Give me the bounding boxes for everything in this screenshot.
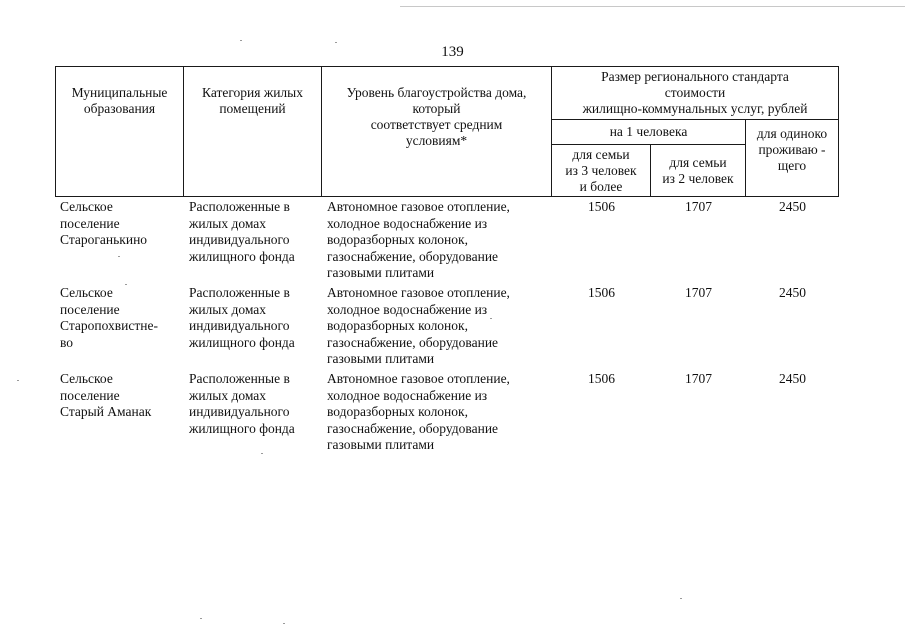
header-single: для одиноко проживаю - щего xyxy=(745,119,839,197)
table-row xyxy=(55,285,839,369)
scan-speck xyxy=(240,40,242,41)
row-category: Расположенные в жилых домах индивидуального жилищного фонда xyxy=(189,285,295,350)
top-rule xyxy=(400,6,905,7)
row-family-2-value: 1707 xyxy=(685,199,712,214)
header-category: Категория жилых помещений xyxy=(183,66,322,197)
header-per-person: на 1 человека xyxy=(551,119,746,145)
scan-speck xyxy=(261,453,263,454)
row-amenity-level: Автономное газовое отопление, холодное водоснабжение из водоразборных колонок, газоснабжение, оборудование газовыми плитами xyxy=(327,199,510,280)
row-amenity-level: Автономное газовое отопление, холодное водоснабжение из водоразборных колонок, газоснабжение, оборудование газовыми плитами xyxy=(327,371,510,452)
header-family-2: для семьи из 2 человек xyxy=(650,144,746,197)
scan-speck xyxy=(335,42,337,43)
scan-speck xyxy=(200,618,202,619)
row-single-value: 2450 xyxy=(779,371,806,386)
scan-speck xyxy=(283,623,285,624)
header-municipality: Муниципальные образования xyxy=(55,66,184,197)
table-row xyxy=(55,199,839,283)
scan-speck xyxy=(17,380,19,381)
header-standard-size: Размер регионального стандарта стоимости жилищно-коммунальных услуг, рублей xyxy=(551,66,839,120)
row-municipality: Сельское поселение Старый Аманак xyxy=(60,371,152,419)
table-header xyxy=(55,66,839,197)
row-single-value: 2450 xyxy=(779,285,806,300)
header-family-3: для семьи из 3 человек и более xyxy=(551,144,651,197)
row-category: Расположенные в жилых домах индивидуального жилищного фонда xyxy=(189,371,295,436)
row-municipality: Сельское поселение Старопохвистне- во xyxy=(60,285,158,350)
header-amenity-level: Уровень благоустройства дома, который соответствует средним условиям* xyxy=(321,66,552,197)
row-single-value: 2450 xyxy=(779,199,806,214)
row-family-2-value: 1707 xyxy=(685,285,712,300)
row-family-3-value: 1506 xyxy=(588,285,615,300)
scan-speck xyxy=(490,318,492,319)
row-category: Расположенные в жилых домах индивидуального жилищного фонда xyxy=(189,199,295,264)
row-family-2-value: 1707 xyxy=(685,371,712,386)
page-number: 139 xyxy=(441,44,464,60)
scan-speck xyxy=(680,598,682,599)
scan-speck xyxy=(125,284,127,285)
row-amenity-level: Автономное газовое отопление, холодное водоснабжение из водоразборных колонок, газоснабжение, оборудование газовыми плитами xyxy=(327,285,510,366)
row-family-3-value: 1506 xyxy=(588,371,615,386)
row-family-3-value: 1506 xyxy=(588,199,615,214)
scan-speck xyxy=(118,256,120,257)
table-row xyxy=(55,371,839,455)
row-municipality: Сельское поселение Староганькино xyxy=(60,199,148,247)
